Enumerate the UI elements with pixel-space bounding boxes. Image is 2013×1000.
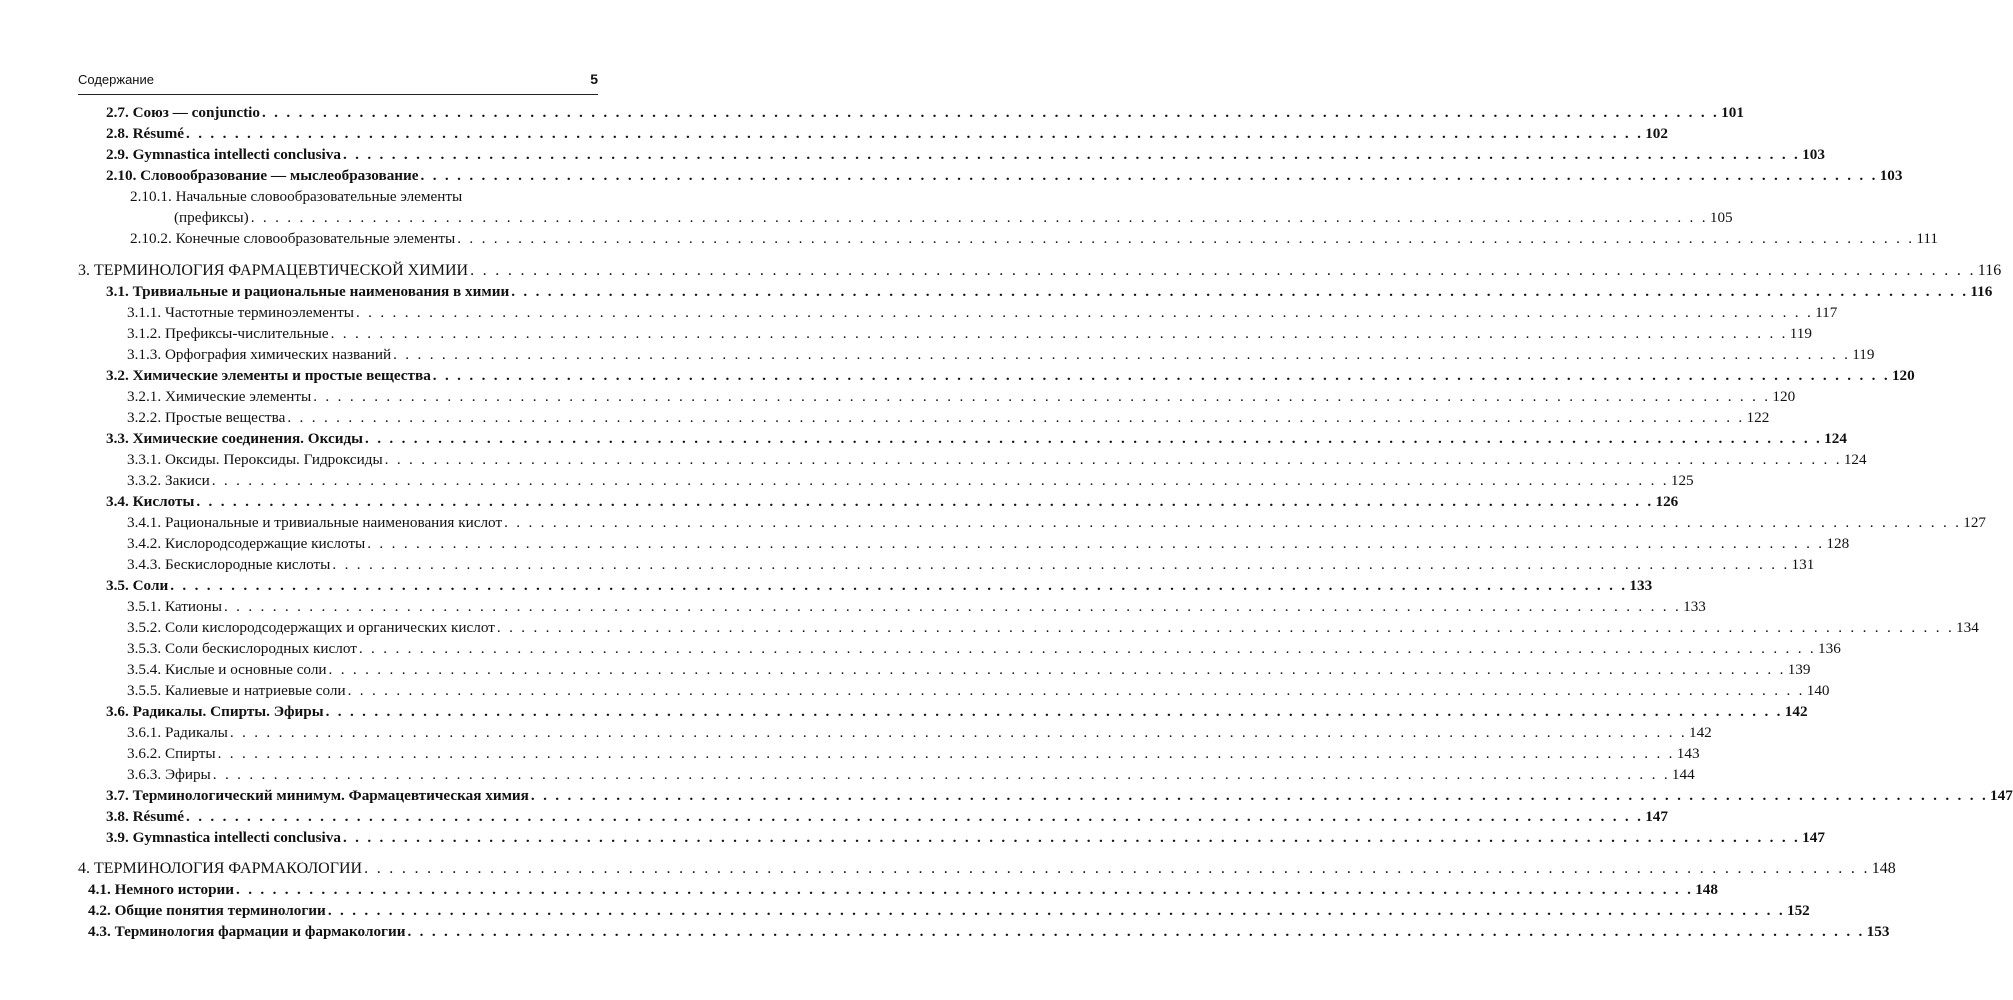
dot-leader: . . . . . . . . . . . . . . . . . . . . . . . . . . . . . . . . . . . . . . . . . . . . . . . . . . . . . . . . . . . . . . . . . . . . . . . . . . . . . . . . . . . . . . . . . . . . . . . . . . . . . . . . . . . . . . . . . . . . . . . . [393, 346, 1851, 363]
dot-leader: . . . . . . . . . . . . . . . . . . . . . . . . . . . . . . . . . . . . . . . . . . . . . . . . . . . . . . . . . . . . . . . . . . . . . . . . . . . . . . . . . . . . . . . . . . . . . . . . . . . . . . . . . . . . . . . . . . . . . . . . [470, 262, 1976, 279]
dot-leader: . . . . . . . . . . . . . . . . . . . . . . . . . . . . . . . . . . . . . . . . . . . . . . . . . . . . . . . . . . . . . . . . . . . . . . . . . . . . . . . . . . . . . . . . . . . . . . . . . . . . . . . . . . . . . . . . . . . . . . . . [313, 388, 1771, 405]
toc-entry-title: 4. ТЕРМИНОЛОГИЯ ФАРМАКОЛОГИИ [78, 860, 363, 877]
toc-entry [0, 323, 1812, 344]
toc-entry-title: 3.6. Радикалы. Спирты. Эфиры [106, 703, 324, 720]
toc-entry-page: 133 [1629, 577, 1653, 594]
dot-leader: . . . . . . . . . . . . . . . . . . . . . . . . . . . . . . . . . . . . . . . . . . . . . . . . . . . . . . . . . . . . . . . . . . . . . . . . . . . . . . . . . . . . . . . . . . . . . . . . . . . . . . . . . . . . . . . . . . . . . . . . [365, 430, 1823, 447]
toc-entry-page: 125 [1670, 472, 1694, 489]
toc-entry [0, 512, 1987, 533]
dot-leader: . . . . . . . . . . . . . . . . . . . . . . . . . . . . . . . . . . . . . . . . . . . . . . . . . . . . . . . . . . . . . . . . . . . . . . . . . . . . . . . . . . . . . . . . . . . . . . . . . . . . . . . . . . . . . . . . . . . . . . . . [342, 829, 1801, 846]
toc-entry-title: 4.3. Терминология фармации и фармакологии [88, 923, 406, 940]
toc-entry-page: 122 [1746, 409, 1770, 426]
toc-entry-title: 3.5.2. Соли кислородсодержащих и органических кислот [127, 619, 495, 636]
toc-entry [0, 186, 596, 207]
toc-entry [0, 165, 1903, 186]
toc-entry-page: 116 [1977, 262, 2002, 279]
dot-leader: . . . . . . . . . . . . . . . . . . . . . . . . . . . . . . . . . . . . . . . . . . . . . . . . . . . . . . . . . . . . . . . . . . . . . . . . . . . . . . . . . . . . . . . . . . . . . . . . . . . . . . . . . . . . . . . . . . . . . . . . [250, 209, 1708, 226]
dot-leader: . . . . . . . . . . . . . . . . . . . . . . . . . . . . . . . . . . . . . . . . . . . . . . . . . . . . . . . . . . . . . . . . . . . . . . . . . . . . . . . . . . . . . . . . . . . . . . . . . . . . . . . . . . . . . . . . . . . . . . . . [496, 619, 1955, 636]
toc-entry [0, 806, 1668, 827]
toc-entry-page: 124 [1824, 430, 1847, 447]
toc-entry [0, 449, 1867, 470]
toc-entry-title: 2.10.1. Начальные словообразовательные элементы [130, 188, 463, 205]
dot-leader [464, 186, 594, 207]
toc-entry [0, 638, 1841, 659]
toc-entry [0, 470, 1694, 491]
toc-entry-title: 3.5.5. Калиевые и натриевые соли [127, 682, 346, 699]
toc-entry-page: 124 [1843, 451, 1867, 468]
toc-entry-page: 142 [1688, 724, 1712, 741]
toc-entry [0, 386, 1796, 407]
toc-entry-title: 3.5.4. Кислые и основные соли [127, 661, 327, 678]
toc-entry [0, 575, 1653, 596]
toc-entry-page [594, 186, 596, 207]
toc-entry [0, 680, 1830, 701]
dot-leader: . . . . . . . . . . . . . . . . . . . . . . . . . . . . . . . . . . . . . . . . . . . . . . . . . . . . . . . . . . . . . . . . . . . . . . . . . . . . . . . . . . . . . . . . . . . . . . . . . . . . . . . . . . . . . . . . . . . . . . . . [328, 661, 1786, 678]
toc-entry [0, 407, 1770, 428]
toc-entry-page: 152 [1786, 902, 1810, 919]
dot-leader: . . . . . . . . . . . . . . . . . . . . . . . . . . . . . . . . . . . . . . . . . . . . . . . . . . . . . . . . . . . . . . . . . . . . . . . . . . . . . . . . . . . . . . . . . . . . . . . . . . . . . . . . . . . . . . . . . . . . . . . . [332, 556, 1790, 573]
toc-entry [0, 554, 1815, 575]
dot-leader: . . . . . . . . . . . . . . . . . . . . . . . . . . . . . . . . . . . . . . . . . . . . . . . . . . . . . . . . . . . . . . . . . . . . . . . . . . . . . . . . . . . . . . . . . . . . . . . . . . . . . . . . . . . . . . . . . . . . . . . . [457, 230, 1915, 247]
toc-entry [0, 743, 1700, 764]
toc-entry-page: 120 [1772, 388, 1796, 405]
toc-entry-page: 147 [1990, 787, 2013, 804]
dot-leader: . . . . . . . . . . . . . . . . . . . . . . . . . . . . . . . . . . . . . . . . . . . . . . . . . . . . . . . . . . . . . . . . . . . . . . . . . . . . . . . . . . . . . . . . . . . . . . . . . . . . . . . . . . . . . . . . . . . . . . . . [384, 451, 1842, 468]
toc-entry [0, 533, 1850, 554]
dot-leader: . . . . . . . . . . . . . . . . . . . . . . . . . . . . . . . . . . . . . . . . . . . . . . . . . . . . . . . . . . . . . . . . . . . . . . . . . . . . . . . . . . . . . . . . . . . . . . . . . . . . . . . . . . . . . . . . . . . . . . . . [236, 881, 1694, 898]
dot-leader: . . . . . . . . . . . . . . . . . . . . . . . . . . . . . . . . . . . . . . . . . . . . . . . . . . . . . . . . . . . . . . . . . . . . . . . . . . . . . . . . . . . . . . . . . . . . . . . . . . . . . . . . . . . . . . . . . . . . . . . . [212, 766, 1670, 783]
dot-leader: . . . . . . . . . . . . . . . . . . . . . . . . . . . . . . . . . . . . . . . . . . . . . . . . . . . . . . . . . . . . . . . . . . . . . . . . . . . . . . . . . . . . . . . . . . . . . . . . . . . . . . . . . . . . . . . . . . . . . . . . [261, 104, 1720, 121]
toc-entry-title: 3.4.2. Кислородсодержащие кислоты [127, 535, 366, 552]
dot-leader: . . . . . . . . . . . . . . . . . . . . . . . . . . . . . . . . . . . . . . . . . . . . . . . . . . . . . . . . . . . . . . . . . . . . . . . . . . . . . . . . . . . . . . . . . . . . . . . . . . . . . . . . . . . . . . . . . . . . . . . . [325, 703, 1783, 720]
toc-entry-title: 3.2. Химические элементы и простые вещества [106, 367, 431, 384]
toc-entry-title: 3.5. Соли [106, 577, 169, 594]
toc-entry-title: 3.4.3. Бескислородные кислоты [127, 556, 331, 573]
dot-leader: . . . . . . . . . . . . . . . . . . . . . . . . . . . . . . . . . . . . . . . . . . . . . . . . . . . . . . . . . . . . . . . . . . . . . . . . . . . . . . . . . . . . . . . . . . . . . . . . . . . . . . . . . . . . . . . . . . . . . . . . [217, 745, 1675, 762]
toc-entry [0, 879, 1718, 900]
toc-entry-title: 3.4. Кислоты [106, 493, 195, 510]
dot-leader: . . . . . . . . . . . . . . . . . . . . . . . . . . . . . . . . . . . . . . . . . . . . . . . . . . . . . . . . . . . . . . . . . . . . . . . . . . . . . . . . . . . . . . . . . . . . . . . . . . . . . . . . . . . . . . . . . . . . . . . . [420, 167, 1878, 184]
dot-leader: . . . . . . . . . . . . . . . . . . . . . . . . . . . . . . . . . . . . . . . . . . . . . . . . . . . . . . . . . . . . . . . . . . . . . . . . . . . . . . . . . . . . . . . . . . . . . . . . . . . . . . . . . . . . . . . . . . . . . . . . [342, 146, 1801, 163]
page-number: 5 [590, 71, 598, 87]
toc-entry [0, 491, 1679, 512]
toc-entry [0, 344, 1875, 365]
toc-entry-title: 3.6.2. Спирты [127, 745, 216, 762]
dot-leader: . . . . . . . . . . . . . . . . . . . . . . . . . . . . . . . . . . . . . . . . . . . . . . . . . . . . . . . . . . . . . . . . . . . . . . . . . . . . . . . . . . . . . . . . . . . . . . . . . . . . . . . . . . . . . . . . . . . . . . . . [287, 409, 1745, 426]
toc-entry [0, 722, 1712, 743]
dot-leader: . . . . . . . . . . . . . . . . . . . . . . . . . . . . . . . . . . . . . . . . . . . . . . . . . . . . . . . . . . . . . . . . . . . . . . . . . . . . . . . . . . . . . . . . . . . . . . . . . . . . . . . . . . . . . . . . . . . . . . . . [432, 367, 1890, 384]
toc-entry-title: 3.1.1. Частотные терминоэлементы [127, 304, 354, 321]
toc-entry [0, 302, 1838, 323]
dot-leader: . . . . . . . . . . . . . . . . . . . . . . . . . . . . . . . . . . . . . . . . . . . . . . . . . . . . . . . . . . . . . . . . . . . . . . . . . . . . . . . . . . . . . . . . . . . . . . . . . . . . . . . . . . . . . . . . . . . . . . . . [407, 923, 1865, 940]
toc-entry-page: 147 [1645, 808, 1668, 825]
toc-entry [0, 207, 1733, 228]
dot-leader: . . . . . . . . . . . . . . . . . . . . . . . . . . . . . . . . . . . . . . . . . . . . . . . . . . . . . . . . . . . . . . . . . . . . . . . . . . . . . . . . . . . . . . . . . . . . . . . . . . . . . . . . . . . . . . . . . . . . . . . . [367, 535, 1825, 552]
toc-entry [0, 827, 1825, 848]
toc-entry-page: 136 [1818, 640, 1841, 657]
toc-entry [0, 365, 1915, 386]
toc-entry [0, 102, 1744, 123]
toc-entry-title: 4.1. Немного истории [88, 881, 235, 898]
toc-entry-page: 142 [1784, 703, 1808, 720]
toc-entry-page: 140 [1806, 682, 1830, 699]
toc-entry-page: 117 [1815, 304, 1838, 321]
toc-entry-page: 133 [1683, 598, 1706, 615]
toc-entry-title: 3.1.2. Префиксы-числительные [127, 325, 329, 342]
toc-entry [0, 921, 1890, 942]
toc-entry-page: 101 [1721, 104, 1744, 121]
toc-entry-page: 134 [1956, 619, 1979, 636]
toc-entry-title: 2.10.2. Конечные словообразовательные элементы [130, 230, 456, 247]
dot-leader: . . . . . . . . . . . . . . . . . . . . . . . . . . . . . . . . . . . . . . . . . . . . . . . . . . . . . . . . . . . . . . . . . . . . . . . . . . . . . . . . . . . . . . . . . . . . . . . . . . . . . . . . . . . . . . . . . . . . . . . . [186, 808, 1644, 825]
toc-entry-page: 143 [1676, 745, 1700, 762]
toc-entry-title: 3.3.2. Закиси [127, 472, 210, 489]
toc-entry [0, 281, 1993, 302]
toc-entry-page: 119 [1852, 346, 1875, 363]
toc-entry-title: 3.1.3. Орфография химических названий [127, 346, 392, 363]
toc-entry-title: 3.5.1. Катионы [127, 598, 222, 615]
dot-leader: . . . . . . . . . . . . . . . . . . . . . . . . . . . . . . . . . . . . . . . . . . . . . . . . . . . . . . . . . . . . . . . . . . . . . . . . . . . . . . . . . . . . . . . . . . . . . . . . . . . . . . . . . . . . . . . . . . . . . . . . [358, 640, 1817, 657]
toc-entry [0, 123, 1668, 144]
toc-entry-page: 126 [1655, 493, 1679, 510]
toc-entry-title: 2.7. Союз — conjunctio [106, 104, 260, 121]
toc-entry-title: 3.1. Тривиальные и рациональные наименования в химии [106, 283, 510, 300]
dot-leader: . . . . . . . . . . . . . . . . . . . . . . . . . . . . . . . . . . . . . . . . . . . . . . . . . . . . . . . . . . . . . . . . . . . . . . . . . . . . . . . . . . . . . . . . . . . . . . . . . . . . . . . . . . . . . . . . . . . . . . . . [347, 682, 1805, 699]
dot-leader: . . . . . . . . . . . . . . . . . . . . . . . . . . . . . . . . . . . . . . . . . . . . . . . . . . . . . . . . . . . . . . . . . . . . . . . . . . . . . . . . . . . . . . . . . . . . . . . . . . . . . . . . . . . . . . . . . . . . . . . . [327, 902, 1785, 919]
toc-entry-page: 139 [1787, 661, 1811, 678]
toc-entry-page: 147 [1802, 829, 1825, 846]
dot-leader: . . . . . . . . . . . . . . . . . . . . . . . . . . . . . . . . . . . . . . . . . . . . . . . . . . . . . . . . . . . . . . . . . . . . . . . . . . . . . . . . . . . . . . . . . . . . . . . . . . . . . . . . . . . . . . . . . . . . . . . . [355, 304, 1814, 321]
dot-leader: . . . . . . . . . . . . . . . . . . . . . . . . . . . . . . . . . . . . . . . . . . . . . . . . . . . . . . . . . . . . . . . . . . . . . . . . . . . . . . . . . . . . . . . . . . . . . . . . . . . . . . . . . . . . . . . . . . . . . . . . [196, 493, 1654, 510]
toc-entry-title: 2.10. Словообразование — мыслеобразование [106, 167, 419, 184]
toc-entry-page: 102 [1645, 125, 1668, 142]
toc-entry [0, 617, 1979, 638]
toc-entry [0, 144, 1825, 165]
toc-entry-title: 3.6.1. Радикалы [127, 724, 228, 741]
dot-leader: . . . . . . . . . . . . . . . . . . . . . . . . . . . . . . . . . . . . . . . . . . . . . . . . . . . . . . . . . . . . . . . . . . . . . . . . . . . . . . . . . . . . . . . . . . . . . . . . . . . . . . . . . . . . . . . . . . . . . . . . [511, 283, 1969, 300]
toc-entry [0, 858, 1896, 879]
toc-entry-page: 105 [1709, 209, 1733, 226]
toc-entry-page: 111 [1916, 230, 1939, 247]
toc-entry-title: 3.4.1. Рациональные и тривиальные наименования кислот [127, 514, 503, 531]
dot-leader: . . . . . . . . . . . . . . . . . . . . . . . . . . . . . . . . . . . . . . . . . . . . . . . . . . . . . . . . . . . . . . . . . . . . . . . . . . . . . . . . . . . . . . . . . . . . . . . . . . . . . . . . . . . . . . . . . . . . . . . . [364, 860, 1870, 877]
dot-leader: . . . . . . . . . . . . . . . . . . . . . . . . . . . . . . . . . . . . . . . . . . . . . . . . . . . . . . . . . . . . . . . . . . . . . . . . . . . . . . . . . . . . . . . . . . . . . . . . . . . . . . . . . . . . . . . . . . . . . . . . [186, 125, 1644, 142]
toc-entry-title: 3.3. Химические соединения. Оксиды [106, 430, 363, 447]
toc-entry-title: 3.3.1. Оксиды. Пероксиды. Гидроксиды [127, 451, 383, 468]
toc-entry-title: 3.2.1. Химические элементы [127, 388, 312, 405]
dot-leader: . . . . . . . . . . . . . . . . . . . . . . . . . . . . . . . . . . . . . . . . . . . . . . . . . . . . . . . . . . . . . . . . . . . . . . . . . . . . . . . . . . . . . . . . . . . . . . . . . . . . . . . . . . . . . . . . . . . . . . . . [211, 472, 1669, 489]
toc-entry-page: 103 [1802, 146, 1825, 163]
toc-entry-page: 148 [1695, 881, 1718, 898]
toc-entry-page: 148 [1871, 860, 1896, 877]
toc-entry-title: 3.5.3. Соли бескислородных кислот [127, 640, 357, 657]
toc-entry-page: 131 [1791, 556, 1815, 573]
toc-entry [0, 260, 2002, 281]
toc-entry [0, 659, 1811, 680]
toc-entry-page: 103 [1879, 167, 1903, 184]
dot-leader: . . . . . . . . . . . . . . . . . . . . . . . . . . . . . . . . . . . . . . . . . . . . . . . . . . . . . . . . . . . . . . . . . . . . . . . . . . . . . . . . . . . . . . . . . . . . . . . . . . . . . . . . . . . . . . . . . . . . . . . . [504, 514, 1962, 531]
toc-entry-title: 2.8. Résumé [106, 125, 185, 142]
toc-entry [0, 785, 2013, 806]
toc-entry-page: 153 [1866, 923, 1890, 940]
toc-entry [0, 764, 1695, 785]
toc-entry [0, 428, 1847, 449]
dot-leader: . . . . . . . . . . . . . . . . . . . . . . . . . . . . . . . . . . . . . . . . . . . . . . . . . . . . . . . . . . . . . . . . . . . . . . . . . . . . . . . . . . . . . . . . . . . . . . . . . . . . . . . . . . . . . . . . . . . . . . . . [229, 724, 1687, 741]
dot-leader: . . . . . . . . . . . . . . . . . . . . . . . . . . . . . . . . . . . . . . . . . . . . . . . . . . . . . . . . . . . . . . . . . . . . . . . . . . . . . . . . . . . . . . . . . . . . . . . . . . . . . . . . . . . . . . . . . . . . . . . . [330, 325, 1788, 342]
toc-entry-title: 3.7. Терминологический минимум. Фармацевтическая химия [106, 787, 529, 804]
toc-entry-page: 144 [1671, 766, 1695, 783]
toc-entry-page: 128 [1826, 535, 1850, 552]
dot-leader: . . . . . . . . . . . . . . . . . . . . . . . . . . . . . . . . . . . . . . . . . . . . . . . . . . . . . . . . . . . . . . . . . . . . . . . . . . . . . . . . . . . . . . . . . . . . . . . . . . . . . . . . . . . . . . . . . . . . . . . . [530, 787, 1989, 804]
toc-entry-title: 3.9. Gymnastica intellecti conclusiva [106, 829, 341, 846]
toc-entry [0, 701, 1808, 722]
dot-leader: . . . . . . . . . . . . . . . . . . . . . . . . . . . . . . . . . . . . . . . . . . . . . . . . . . . . . . . . . . . . . . . . . . . . . . . . . . . . . . . . . . . . . . . . . . . . . . . . . . . . . . . . . . . . . . . . . . . . . . . . [223, 598, 1682, 615]
toc-entry-title: 3. ТЕРМИНОЛОГИЯ ФАРМАЦЕВТИЧЕСКОЙ ХИМИИ [78, 262, 469, 279]
toc-entry-page: 116 [1970, 283, 1993, 300]
toc-entry-title: 3.2.2. Простые вещества [127, 409, 286, 426]
dot-leader: . . . . . . . . . . . . . . . . . . . . . . . . . . . . . . . . . . . . . . . . . . . . . . . . . . . . . . . . . . . . . . . . . . . . . . . . . . . . . . . . . . . . . . . . . . . . . . . . . . . . . . . . . . . . . . . . . . . . . . . . [170, 577, 1628, 594]
toc-entry-title: 2.9. Gymnastica intellecti conclusiva [106, 146, 341, 163]
toc-entry-title: 3.8. Résumé [106, 808, 185, 825]
toc-entry-title: 4.2. Общие понятия терминологии [88, 902, 326, 919]
toc-entry [0, 900, 1810, 921]
toc-entry-page: 119 [1789, 325, 1812, 342]
toc-entry-page: 127 [1963, 514, 1987, 531]
header-title: Содержание [78, 72, 154, 87]
toc-entry-title: 3.6.3. Эфиры [127, 766, 211, 783]
toc-entry [0, 228, 1939, 249]
toc-entry-page: 120 [1891, 367, 1915, 384]
toc-entry [0, 596, 1706, 617]
toc-entry-title: (префиксы) [174, 209, 249, 226]
